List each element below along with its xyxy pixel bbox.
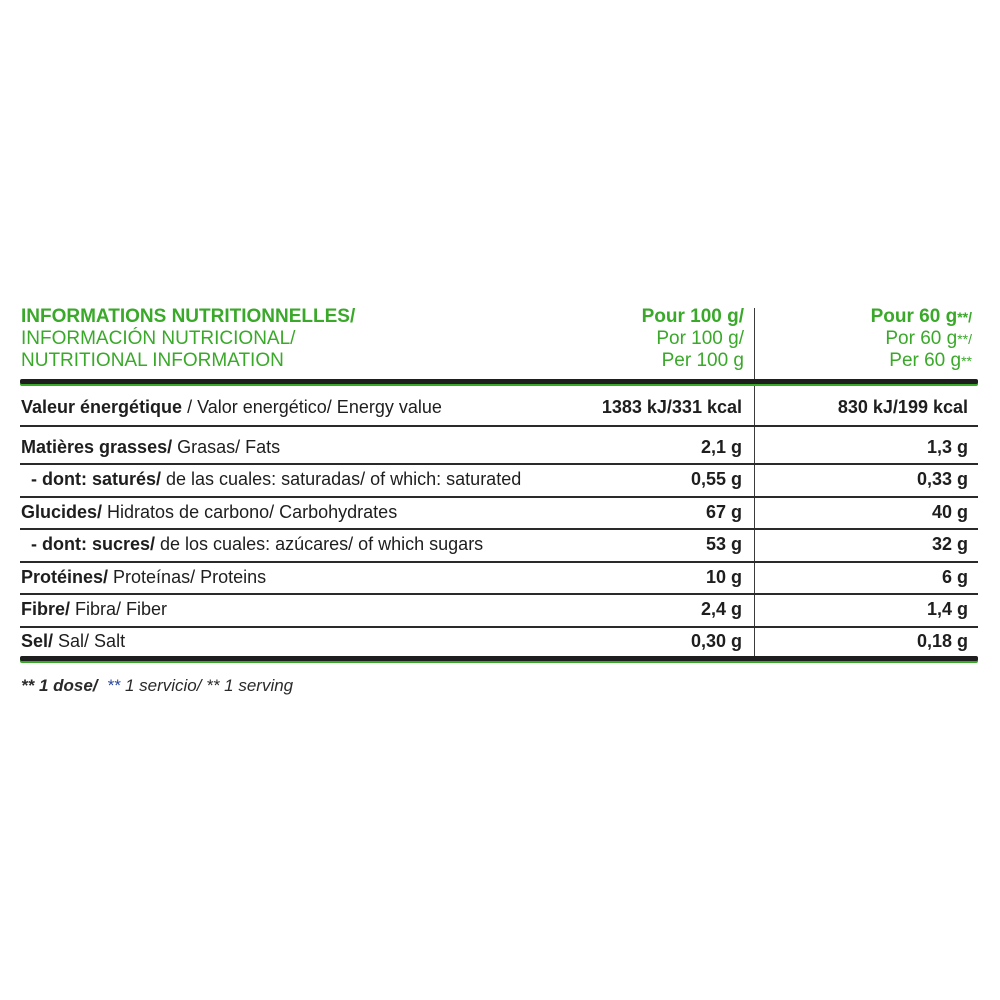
row-label-bold: Valeur énergétique — [21, 397, 183, 417]
col2-header-french — [871, 306, 972, 328]
row-label-bold: Glucides/ — [21, 502, 103, 522]
title-spanish: INFORMACIÓN NUTRICIONAL/ — [21, 328, 296, 349]
footnote-asterisk: ** — [107, 676, 121, 695]
col2-header-french-asterisk: **/ — [957, 309, 972, 325]
value-per-100g: 2,4 g — [700, 599, 742, 619]
col1-header-spanish: Por 100 g/ — [656, 328, 744, 349]
row-label — [21, 436, 280, 458]
row-label-rest: de las cuales: saturadas/ of which: saturated — [161, 469, 522, 489]
value-per-60g: 32 g — [931, 534, 968, 554]
row-divider — [20, 463, 978, 465]
row-label — [21, 630, 125, 652]
serving-footnote — [21, 676, 293, 696]
col2-header-spanish — [885, 328, 972, 350]
value-per-100g: 0,55 g — [690, 469, 742, 489]
row-label-bold: - dont: sucres/ — [21, 534, 156, 554]
col2-header-english-text: Per 60 g — [889, 350, 962, 371]
col2-header-english-asterisk: ** — [961, 353, 972, 369]
row-label-rest: de los cuales: azúcares/ of which sugars — [155, 534, 484, 554]
col2-header-english — [889, 350, 972, 372]
value-per-60g: 0,18 g — [916, 631, 968, 651]
col2-header-spanish-text: Por 60 g — [885, 328, 958, 349]
value-per-100g: 2,1 g — [700, 437, 742, 457]
row-label-rest: / Valor energético/ Energy value — [182, 397, 442, 417]
row-label-bold: - dont: saturés/ — [21, 469, 162, 489]
row-label-rest: Sal/ Salt — [53, 631, 126, 651]
value-per-60g: 0,33 g — [916, 469, 968, 489]
col2-header-french-text: Pour 60 g — [870, 306, 958, 327]
row-divider — [20, 561, 978, 563]
row-label-rest: Hidratos de carbono/ Carbohydrates — [102, 502, 398, 522]
row-label-rest: Grasas/ Fats — [172, 437, 281, 457]
value-per-60g: 830 kJ/199 kcal — [837, 397, 968, 417]
row-label — [21, 566, 266, 588]
row-label — [21, 468, 521, 490]
col2-header-spanish-asterisk: **/ — [957, 331, 972, 347]
row-label-rest: Fibra/ Fiber — [70, 599, 168, 619]
row-label-bold: Protéines/ — [21, 567, 109, 587]
row-label — [21, 598, 167, 620]
column-divider — [754, 308, 755, 660]
col1-header-french: Pour 100 g/ — [641, 306, 744, 327]
col1-header-english: Per 100 g — [661, 350, 744, 371]
row-label — [21, 501, 397, 523]
value-per-60g: 1,4 g — [926, 599, 968, 619]
row-divider — [20, 528, 978, 530]
value-per-100g: 53 g — [705, 534, 742, 554]
value-per-60g: 40 g — [931, 502, 968, 522]
row-divider — [20, 425, 978, 427]
value-per-100g: 67 g — [705, 502, 742, 522]
value-per-60g: 1,3 g — [926, 437, 968, 457]
row-divider — [20, 496, 978, 498]
row-label — [21, 533, 483, 555]
bottom-thick-rule — [20, 656, 978, 661]
row-divider — [20, 626, 978, 628]
row-divider — [20, 593, 978, 595]
title-french: INFORMATIONS NUTRITIONNELLES/ — [21, 306, 356, 327]
value-per-100g: 1383 kJ/331 kcal — [601, 397, 742, 417]
value-per-100g: 10 g — [705, 567, 742, 587]
footnote-serving: 1 servicio/ ** 1 serving — [120, 676, 294, 695]
title-english: NUTRITIONAL INFORMATION — [21, 350, 284, 371]
value-per-100g: 0,30 g — [690, 631, 742, 651]
row-label-bold: Matières grasses/ — [21, 437, 173, 457]
row-label-rest: Proteínas/ Proteins — [108, 567, 267, 587]
row-label-bold: Sel/ — [21, 631, 54, 651]
top-thick-rule — [20, 379, 978, 384]
row-label-bold: Fibre/ — [21, 599, 71, 619]
footnote-dose: ** 1 dose/ — [21, 676, 98, 695]
value-per-60g: 6 g — [941, 567, 968, 587]
row-label — [21, 396, 442, 418]
